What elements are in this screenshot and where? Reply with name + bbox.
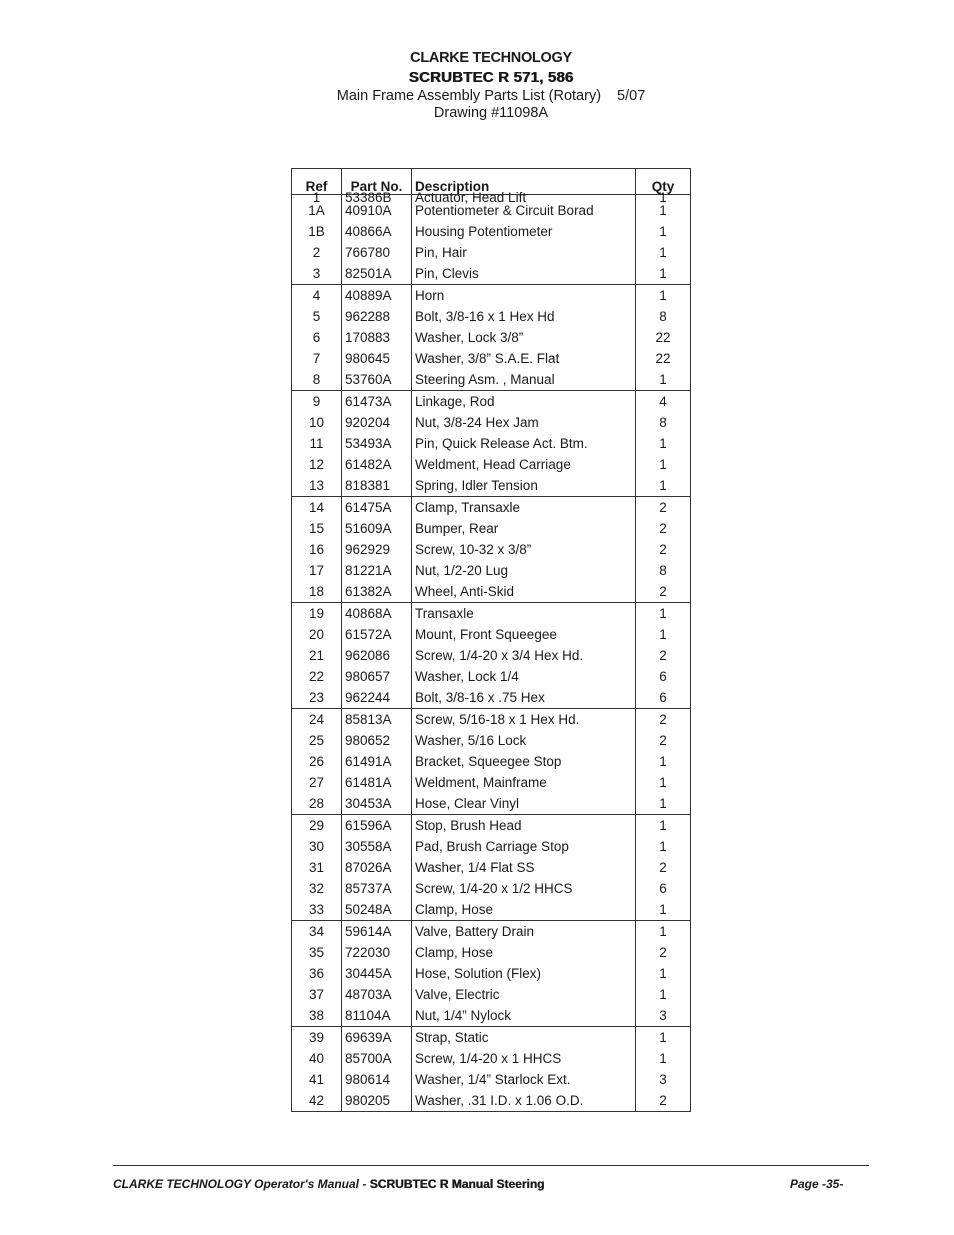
cell-part-no: 61475A: [342, 497, 412, 519]
cell-ref: 7: [292, 348, 342, 369]
cell-part-no: 962244: [342, 687, 412, 709]
table-row: [292, 285, 691, 307]
cell-part-no: 48703A: [342, 984, 412, 1005]
model-name: SCRUBTEC R 571, 586: [408, 69, 574, 86]
cell-part-no: 980652: [342, 730, 412, 751]
cell-qty: 6: [659, 881, 667, 896]
cell-qty: 2: [659, 648, 667, 663]
cell-description: Wheel, Anti-Skid: [412, 581, 636, 603]
cell-ref: 15: [292, 518, 342, 539]
table-row: [292, 1027, 691, 1049]
table-row: [292, 603, 691, 625]
cell-qty: 2: [659, 584, 667, 599]
drawing-number: Drawing #11098A: [433, 105, 549, 121]
cell-part-no: 87026A: [342, 857, 412, 878]
cell-qty: 1: [659, 1051, 667, 1066]
table-row: [292, 560, 691, 581]
cell-qty: 1: [659, 266, 667, 281]
title-text: Main Frame Assembly Parts List (Rotary): [336, 88, 602, 104]
cell-ref: 10: [292, 412, 342, 433]
cell-description: Bolt, 3/8-16 x .75 Hex: [412, 687, 636, 709]
cell-ref: 24: [292, 709, 342, 731]
cell-ref: 35: [292, 942, 342, 963]
cell-part-no: 53760A: [342, 369, 412, 391]
cell-qty: 1: [659, 436, 667, 451]
cell-ref: 30: [292, 836, 342, 857]
table-row: [292, 369, 691, 391]
column-header-part-no: Part No.: [342, 169, 412, 195]
table-row: [292, 793, 691, 815]
cell-qty: 22: [655, 330, 671, 345]
document-title: [0, 88, 954, 104]
table-row: [292, 221, 691, 242]
cell-part-no: 85737A: [342, 878, 412, 899]
cell-part-no: 61481A: [342, 772, 412, 793]
cell-description: Strap, Static: [412, 1027, 636, 1049]
cell-qty: 8: [659, 309, 667, 324]
cell-part-no: 61473A: [342, 391, 412, 413]
cell-ref: 2: [292, 242, 342, 263]
cell-qty: 6: [659, 690, 667, 705]
cell-description: Screw, 1/4-20 x 1 HHCS: [412, 1048, 636, 1069]
cell-description: Washer, 1/4” Starlock Ext.: [412, 1069, 636, 1090]
cell-description: Washer, Lock 1/4: [412, 666, 636, 687]
cell-part-no: 766780: [342, 242, 412, 263]
cell-ref: 12: [292, 454, 342, 475]
cell-ref: 3: [292, 263, 342, 285]
cell-qty: 1: [659, 775, 667, 790]
cell-part-no: 61491A: [342, 751, 412, 772]
cell-description: Pin, Clevis: [412, 263, 636, 285]
cell-description: Horn: [412, 285, 636, 307]
cell-description: Washer, 3/8” S.A.E. Flat: [412, 348, 636, 369]
cell-part-no: 61596A: [342, 815, 412, 837]
cell-part-no: 81104A: [342, 1005, 412, 1027]
cell-ref: 40: [292, 1048, 342, 1069]
cell-qty: 1: [659, 224, 667, 239]
cell-part-no: 30445A: [342, 963, 412, 984]
cell-ref: 11: [292, 433, 342, 454]
footer-manual-text: CLARKE TECHNOLOGY Operator's Manual -: [113, 1177, 367, 1191]
table-row: [292, 709, 691, 731]
cell-part-no: 82501A: [342, 263, 412, 285]
cell-description: Nut, 3/8-24 Hex Jam: [412, 412, 636, 433]
cell-part-no: 53386B: [342, 195, 412, 201]
cell-ref: 33: [292, 899, 342, 921]
table-row: [292, 497, 691, 519]
table-row: [292, 581, 691, 603]
table-row: [292, 475, 691, 497]
cell-qty: 1: [636, 603, 691, 625]
cell-qty: 2: [659, 542, 667, 557]
cell-part-no: 85700A: [342, 1048, 412, 1069]
cell-ref: 4: [292, 285, 342, 307]
cell-qty: 6: [659, 669, 667, 684]
column-header-qty: Qty: [636, 169, 691, 195]
cell-qty: 2: [659, 860, 667, 875]
cell-qty: 1: [659, 839, 667, 854]
table-row: [292, 942, 691, 963]
cell-ref: 1A: [292, 200, 342, 221]
cell-part-no: 962288: [342, 306, 412, 327]
table-row: [292, 899, 691, 921]
title-date: 5/07: [617, 88, 646, 104]
cell-description: Bracket, Squeegee Stop: [412, 751, 636, 772]
cell-ref: 22: [292, 666, 342, 687]
cell-description: Weldment, Mainframe: [412, 772, 636, 793]
table-row: [292, 306, 691, 327]
cell-description: Valve, Battery Drain: [412, 921, 636, 943]
cell-description: Clamp, Transaxle: [412, 497, 636, 519]
table-row: [292, 1048, 691, 1069]
cell-qty: 8: [659, 415, 667, 430]
cell-ref: 14: [292, 497, 342, 519]
cell-part-no: 53493A: [342, 433, 412, 454]
cell-ref: 28: [292, 793, 342, 815]
cell-qty: 3: [659, 1008, 667, 1023]
cell-description: Washer, 5/16 Lock: [412, 730, 636, 751]
column-header-ref: Ref: [292, 169, 342, 195]
cell-description: Stop, Brush Head: [412, 815, 636, 837]
table-row: [292, 539, 691, 560]
footer-left: [113, 1177, 544, 1191]
cell-qty: 1: [659, 902, 667, 917]
cell-part-no: 722030: [342, 942, 412, 963]
column-header-description: Description: [412, 169, 636, 195]
cell-part-no: 61572A: [342, 624, 412, 645]
cell-part-no: 51609A: [342, 518, 412, 539]
parts-table-body: [292, 190, 691, 1112]
cell-part-no: 980657: [342, 666, 412, 687]
cell-qty: 1: [659, 627, 667, 642]
cell-ref: 34: [292, 921, 342, 943]
cell-description: Actuator, Head Lift: [412, 195, 636, 201]
cell-ref: 37: [292, 984, 342, 1005]
company-name: CLARKE TECHNOLOGY: [410, 50, 572, 66]
cell-qty: 1: [659, 987, 667, 1002]
cell-qty: 1: [659, 372, 667, 387]
cell-description: Nut, 1/2-20 Lug: [412, 560, 636, 581]
footer-divider: [113, 1165, 869, 1166]
cell-description: Screw, 1/4-20 x 3/4 Hex Hd.: [412, 645, 636, 666]
table-row: [292, 772, 691, 793]
cell-ref: 5: [292, 306, 342, 327]
table-row: [292, 963, 691, 984]
cell-part-no: 85813A: [342, 709, 412, 731]
cell-description: Washer, Lock 3/8”: [412, 327, 636, 348]
cell-qty: 2: [659, 945, 667, 960]
cell-part-no: 40889A: [342, 285, 412, 307]
cell-part-no: 818381: [342, 475, 412, 497]
table-row: [292, 751, 691, 772]
cell-ref: 31: [292, 857, 342, 878]
cell-ref: 13: [292, 475, 342, 497]
cell-description: Washer, 1/4 Flat SS: [412, 857, 636, 878]
cell-qty: 2: [636, 497, 691, 519]
cell-qty: 1: [659, 478, 667, 493]
cell-ref: 8: [292, 369, 342, 391]
cell-qty: 1: [636, 285, 691, 307]
cell-qty: 2: [659, 1093, 667, 1108]
table-row: [292, 921, 691, 943]
cell-part-no: 61482A: [342, 454, 412, 475]
table-row: [292, 878, 691, 899]
cell-description: Screw, 10-32 x 3/8”: [412, 539, 636, 560]
cell-description: Housing Potentiometer: [412, 221, 636, 242]
table-row: [292, 984, 691, 1005]
table-row: [292, 327, 691, 348]
table-row: [292, 454, 691, 475]
cell-ref: 9: [292, 391, 342, 413]
cell-description: Steering Asm. , Manual: [412, 369, 636, 391]
cell-qty: 3: [659, 1072, 667, 1087]
cell-description: Valve, Electric: [412, 984, 636, 1005]
table-row: [292, 645, 691, 666]
cell-description: Washer, .31 I.D. x 1.06 O.D.: [412, 1090, 636, 1112]
cell-description: Transaxle: [412, 603, 636, 625]
cell-qty: 1: [636, 921, 691, 943]
cell-description: Clamp, Hose: [412, 942, 636, 963]
cell-description: Screw, 1/4-20 x 1/2 HHCS: [412, 878, 636, 899]
cell-part-no: 40866A: [342, 221, 412, 242]
cell-part-no: 962929: [342, 539, 412, 560]
page-number: Page -35-: [790, 1177, 844, 1191]
table-row: [292, 1090, 691, 1112]
cell-ref: 41: [292, 1069, 342, 1090]
cell-ref: 6: [292, 327, 342, 348]
cell-qty: 1: [659, 966, 667, 981]
cell-qty: 1: [636, 1027, 691, 1049]
table-row: [292, 242, 691, 263]
table-row: [292, 433, 691, 454]
table-row: [292, 518, 691, 539]
table-row: [292, 666, 691, 687]
table-row: [292, 815, 691, 837]
cell-part-no: 30453A: [342, 793, 412, 815]
cell-ref: 1B: [292, 221, 342, 242]
cell-ref: 32: [292, 878, 342, 899]
cell-description: Bumper, Rear: [412, 518, 636, 539]
cell-part-no: 81221A: [342, 560, 412, 581]
cell-ref: 39: [292, 1027, 342, 1049]
cell-part-no: 40868A: [342, 603, 412, 625]
table-row: [292, 836, 691, 857]
cell-ref: 25: [292, 730, 342, 751]
table-row: [292, 624, 691, 645]
cell-qty: 1: [659, 796, 667, 811]
cell-part-no: 61382A: [342, 581, 412, 603]
cell-part-no: 980645: [342, 348, 412, 369]
table-row: [292, 1005, 691, 1027]
table-row: [292, 391, 691, 413]
cell-description: Pin, Hair: [412, 242, 636, 263]
cell-part-no: 50248A: [342, 899, 412, 921]
cell-ref: 29: [292, 815, 342, 837]
cell-description: Pin, Quick Release Act. Btm.: [412, 433, 636, 454]
cell-qty: 1: [659, 190, 667, 205]
cell-part-no: 30558A: [342, 836, 412, 857]
cell-part-no: 980205: [342, 1090, 412, 1112]
cell-qty: 1: [636, 815, 691, 837]
cell-ref: 26: [292, 751, 342, 772]
cell-qty: 1: [659, 245, 667, 260]
parts-table: [291, 168, 691, 1112]
table-row: [292, 200, 691, 221]
table-row: [292, 1069, 691, 1090]
table-row: [292, 687, 691, 709]
cell-part-no: 170883: [342, 327, 412, 348]
cell-qty: 2: [659, 733, 667, 748]
cell-ref: 1: [292, 195, 342, 201]
cell-ref: 42: [292, 1090, 342, 1112]
cell-part-no: 962086: [342, 645, 412, 666]
cell-description: Bolt, 3/8-16 x 1 Hex Hd: [412, 306, 636, 327]
cell-ref: 23: [292, 687, 342, 709]
cell-description: Linkage, Rod: [412, 391, 636, 413]
cell-description: Hose, Clear Vinyl: [412, 793, 636, 815]
cell-part-no: 920204: [342, 412, 412, 433]
table-row: [292, 263, 691, 285]
cell-ref: 20: [292, 624, 342, 645]
cell-qty: 2: [636, 709, 691, 731]
cell-description: Screw, 5/16-18 x 1 Hex Hd.: [412, 709, 636, 731]
cell-ref: 17: [292, 560, 342, 581]
cell-ref: 16: [292, 539, 342, 560]
cell-ref: 27: [292, 772, 342, 793]
cell-description: Mount, Front Squeegee: [412, 624, 636, 645]
table-row: [292, 348, 691, 369]
cell-ref: 36: [292, 963, 342, 984]
cell-description: Hose, Solution (Flex): [412, 963, 636, 984]
cell-description: Nut, 1/4” Nylock: [412, 1005, 636, 1027]
table-row: [292, 412, 691, 433]
cell-qty: 1: [659, 457, 667, 472]
cell-part-no: 69639A: [342, 1027, 412, 1049]
footer-model-text: SCRUBTEC R Manual Steering: [369, 1177, 545, 1191]
cell-qty: 22: [655, 351, 671, 366]
cell-part-no: 40910A: [342, 200, 412, 221]
cell-qty: 4: [636, 391, 691, 413]
cell-ref: 21: [292, 645, 342, 666]
cell-qty: 2: [659, 521, 667, 536]
table-row: [292, 857, 691, 878]
cell-ref: 38: [292, 1005, 342, 1027]
cell-description: Pad, Brush Carriage Stop: [412, 836, 636, 857]
cell-ref: 19: [292, 603, 342, 625]
cell-description: Clamp, Hose: [412, 899, 636, 921]
cell-part-no: 980614: [342, 1069, 412, 1090]
cell-qty: 1: [659, 203, 667, 218]
cell-qty: 1: [659, 754, 667, 769]
cell-description: Potentiometer & Circuit Borad: [412, 200, 636, 221]
cell-part-no: 59614A: [342, 921, 412, 943]
cell-qty: 8: [659, 563, 667, 578]
table-row: [292, 730, 691, 751]
cell-description: Weldment, Head Carriage: [412, 454, 636, 475]
cell-ref: 18: [292, 581, 342, 603]
cell-description: Spring, Idler Tension: [412, 475, 636, 497]
